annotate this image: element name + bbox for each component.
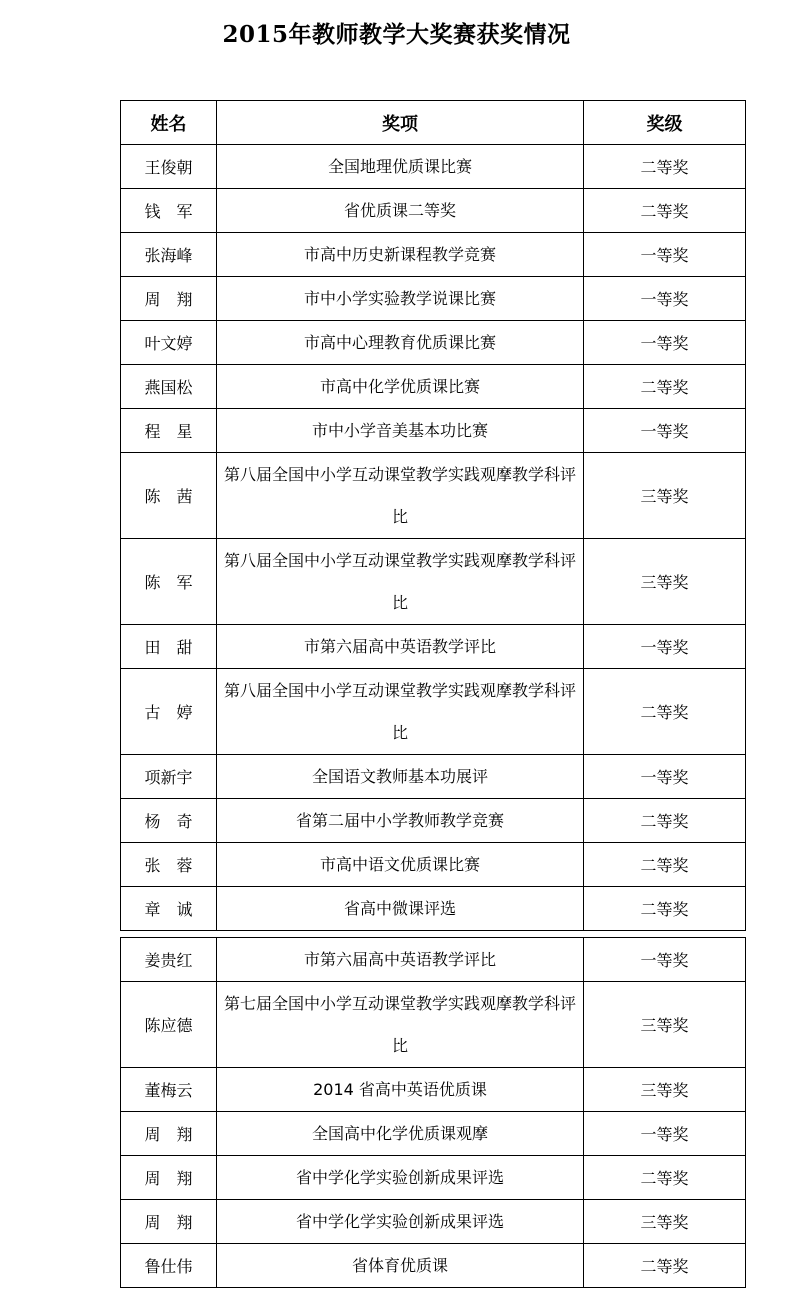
award-name: 省体育优质课 xyxy=(217,1244,584,1288)
table-row xyxy=(121,145,746,189)
award-level: 一等奖 xyxy=(584,409,746,453)
winner-name: 鲁仕伟 xyxy=(121,1244,217,1288)
award-level: 一等奖 xyxy=(584,938,746,982)
award-name: 省中学化学实验创新成果评选 xyxy=(217,1156,584,1200)
table-row xyxy=(121,321,746,365)
header-name: 姓名 xyxy=(121,101,217,145)
table-row xyxy=(121,1112,746,1156)
winner-name: 陈应德 xyxy=(121,982,217,1068)
winner-name: 周 翔 xyxy=(121,1156,217,1200)
winner-name: 周 翔 xyxy=(121,1112,217,1156)
award-name: 全国高中化学优质课观摩 xyxy=(217,1112,584,1156)
award-name: 市中小学音美基本功比赛 xyxy=(217,409,584,453)
winner-name: 叶文婷 xyxy=(121,321,217,365)
award-level: 二等奖 xyxy=(584,365,746,409)
table-row xyxy=(121,1200,746,1244)
award-level: 二等奖 xyxy=(584,1244,746,1288)
award-name: 市高中历史新课程教学竞赛 xyxy=(217,233,584,277)
award-name: 省高中微课评选 xyxy=(217,887,584,931)
table-row xyxy=(121,843,746,887)
award-name: 市高中心理教育优质课比赛 xyxy=(217,321,584,365)
award-level: 一等奖 xyxy=(584,233,746,277)
award-name: 全国地理优质课比赛 xyxy=(217,145,584,189)
award-level: 一等奖 xyxy=(584,1112,746,1156)
winner-name: 董梅云 xyxy=(121,1068,217,1112)
table-row xyxy=(121,277,746,321)
header-level: 奖级 xyxy=(584,101,746,145)
award-name: 市高中语文优质课比赛 xyxy=(217,843,584,887)
award-level: 三等奖 xyxy=(584,982,746,1068)
award-name: 2014 省高中英语优质课 xyxy=(217,1068,584,1112)
winner-name: 古 婷 xyxy=(121,669,217,755)
table-row xyxy=(121,938,746,982)
award-level: 三等奖 xyxy=(584,539,746,625)
table-row xyxy=(121,887,746,931)
winner-name: 周 翔 xyxy=(121,1200,217,1244)
award-level: 一等奖 xyxy=(584,277,746,321)
winner-name: 钱 军 xyxy=(121,189,217,233)
table-row xyxy=(121,365,746,409)
table-row xyxy=(121,799,746,843)
winner-name: 燕国松 xyxy=(121,365,217,409)
award-name: 全国语文教师基本功展评 xyxy=(217,755,584,799)
winner-name: 张海峰 xyxy=(121,233,217,277)
table-row xyxy=(121,409,746,453)
table-row xyxy=(121,625,746,669)
winner-name: 陈 茜 xyxy=(121,453,217,539)
award-name: 第八届全国中小学互动课堂教学实践观摩教学科评比 xyxy=(217,669,584,755)
table-row xyxy=(121,233,746,277)
award-level: 二等奖 xyxy=(584,145,746,189)
awards-table-2 xyxy=(120,937,746,1288)
winner-name: 周 翔 xyxy=(121,277,217,321)
award-level: 一等奖 xyxy=(584,625,746,669)
award-name: 省优质课二等奖 xyxy=(217,189,584,233)
table-row xyxy=(121,982,746,1068)
table-row xyxy=(121,453,746,539)
awards-table-1 xyxy=(120,100,746,931)
award-level: 二等奖 xyxy=(584,1156,746,1200)
award-level: 二等奖 xyxy=(584,189,746,233)
header-award: 奖项 xyxy=(217,101,584,145)
winner-name: 章 诚 xyxy=(121,887,217,931)
table-row xyxy=(121,1244,746,1288)
award-name: 省中学化学实验创新成果评选 xyxy=(217,1200,584,1244)
award-name: 第八届全国中小学互动课堂教学实践观摩教学科评比 xyxy=(217,453,584,539)
award-level: 三等奖 xyxy=(584,1200,746,1244)
table-row xyxy=(121,755,746,799)
table-row xyxy=(121,1068,746,1112)
award-level: 二等奖 xyxy=(584,843,746,887)
award-level: 三等奖 xyxy=(584,1068,746,1112)
table-row xyxy=(121,1156,746,1200)
award-level: 一等奖 xyxy=(584,755,746,799)
award-name: 省第二届中小学教师教学竞赛 xyxy=(217,799,584,843)
winner-name: 王俊朝 xyxy=(121,145,217,189)
winner-name: 田 甜 xyxy=(121,625,217,669)
table-row xyxy=(121,539,746,625)
winner-name: 姜贵红 xyxy=(121,938,217,982)
table-row xyxy=(121,669,746,755)
winner-name: 程 星 xyxy=(121,409,217,453)
winner-name: 项新宇 xyxy=(121,755,217,799)
award-level: 二等奖 xyxy=(584,799,746,843)
page-title: 2015年教师教学大奖赛获奖情况 xyxy=(222,21,571,48)
award-name: 第八届全国中小学互动课堂教学实践观摩教学科评比 xyxy=(217,539,584,625)
award-name: 第七届全国中小学互动课堂教学实践观摩教学科评比 xyxy=(217,982,584,1068)
award-name: 市第六届高中英语教学评比 xyxy=(217,938,584,982)
award-level: 二等奖 xyxy=(584,669,746,755)
award-name: 市高中化学优质课比赛 xyxy=(217,365,584,409)
header-row xyxy=(121,101,746,145)
winner-name: 杨 奇 xyxy=(121,799,217,843)
award-level: 二等奖 xyxy=(584,887,746,931)
table-row xyxy=(121,189,746,233)
award-name: 市第六届高中英语教学评比 xyxy=(217,625,584,669)
winner-name: 陈 军 xyxy=(121,539,217,625)
award-level: 一等奖 xyxy=(584,321,746,365)
winner-name: 张 蓉 xyxy=(121,843,217,887)
award-level: 三等奖 xyxy=(584,453,746,539)
award-name: 市中小学实验教学说课比赛 xyxy=(217,277,584,321)
